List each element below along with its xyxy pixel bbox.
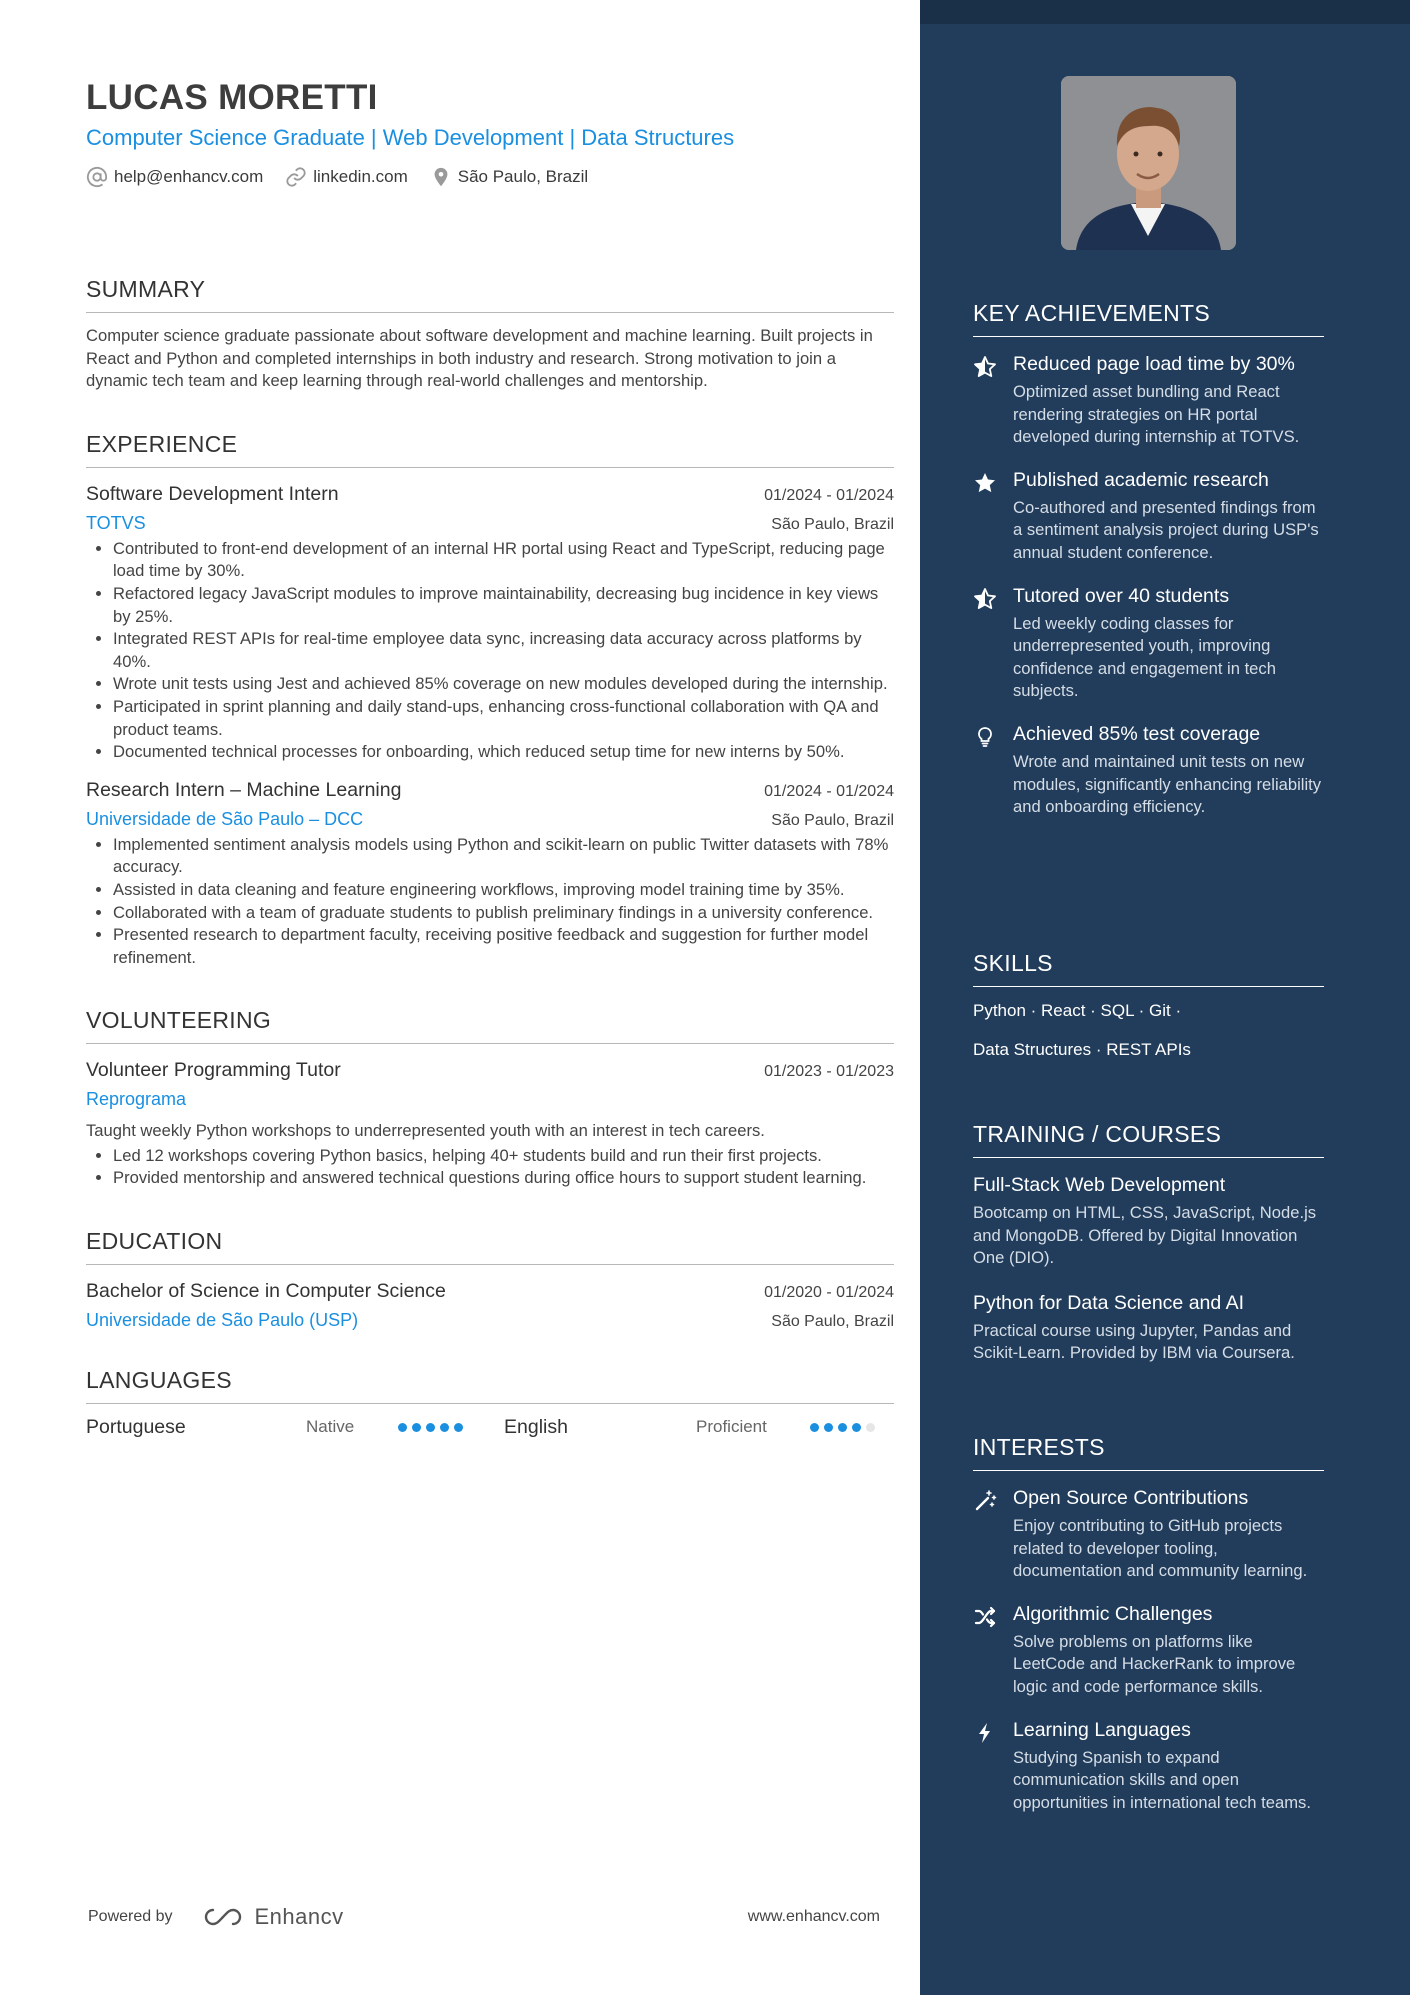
bullet-item: • Documented technical processes for onboarding, which reduced setup time for new interns by 50%. — [113, 741, 894, 764]
education-entry — [86, 1277, 894, 1333]
language-name: English — [504, 1415, 568, 1438]
experience-entry — [86, 480, 894, 764]
experience-entry — [86, 776, 894, 970]
job-location: São Paulo, Brazil — [771, 515, 894, 533]
achievement-title: Tutored over 40 students — [1013, 584, 1230, 607]
course-item — [973, 1290, 1324, 1365]
course-desc: Bootcamp on HTML, CSS, JavaScript, Node.js and MongoDB. Offered by Digital Innovation One (DIO). — [973, 1203, 1317, 1268]
experience-section — [86, 431, 894, 970]
location-text: São Paulo, Brazil — [457, 167, 589, 186]
rating-dot-filled — [852, 1423, 861, 1432]
rating-dot-filled — [810, 1423, 819, 1432]
volunteer-bullets — [113, 1145, 894, 1190]
candidate-name: LUCAS MORETTI — [86, 78, 378, 117]
course-title: Python for Data Science and AI — [973, 1291, 1245, 1314]
footer-url[interactable]: www.enhancv.com — [747, 1908, 880, 1925]
job-dates: 01/2024 - 01/2024 — [764, 486, 894, 504]
interest-item — [973, 1601, 1324, 1699]
volunteer-dates: 01/2023 - 01/2023 — [764, 1063, 894, 1081]
shuffle-icon — [973, 1605, 997, 1629]
education-heading: EDUCATION — [86, 1228, 894, 1265]
bullet-item: • Participated in sprint planning and daily stand-ups, enhancing cross-functional collaboration with QA and product teams. — [113, 696, 894, 741]
interest-item — [973, 1485, 1324, 1583]
location-pin-icon — [430, 166, 452, 188]
job-bullets — [113, 834, 894, 970]
email-text: help@enhancv.com — [114, 167, 264, 186]
contact-email[interactable] — [86, 166, 263, 188]
achievement-title: Reduced page load time by 30% — [1013, 353, 1295, 375]
languages-section — [86, 1367, 894, 1442]
courses-heading: TRAINING / COURSES — [973, 1121, 1324, 1158]
rating-dot-empty — [866, 1423, 875, 1432]
achievement-item — [973, 583, 1324, 703]
summary-section — [86, 276, 894, 393]
bullet-item: • Presented research to department faculty, receiving positive feedback and suggestion for further model refinement. — [113, 924, 894, 969]
achievement-title: Achieved 85% test coverage — [1013, 722, 1261, 745]
job-bullets — [113, 538, 894, 764]
job-title: Research Intern – Machine Learning — [86, 778, 402, 801]
interests-section — [973, 1434, 1324, 1832]
experience-heading: EXPERIENCE — [86, 431, 894, 468]
achievement-item — [973, 721, 1324, 819]
achievement-item — [973, 351, 1324, 449]
skills-list: Python · React · SQL · Git · — [973, 1001, 1182, 1020]
skills-list: Data Structures · REST APIs — [973, 1040, 1191, 1059]
rating-dot-filled — [426, 1423, 435, 1432]
bullet-item: • Collaborated with a team of graduate students to publish preliminary findings in a university conference. — [113, 902, 894, 925]
volunteering-heading: VOLUNTEERING — [86, 1007, 894, 1044]
lightning-icon — [973, 1721, 997, 1745]
interest-title: Learning Languages — [1013, 1718, 1191, 1741]
achievement-item — [973, 467, 1324, 565]
sidebar-top-bar — [920, 0, 1410, 24]
languages-heading: LANGUAGES — [86, 1367, 894, 1404]
link-icon — [285, 166, 307, 188]
education-section — [86, 1228, 894, 1333]
course-desc: Practical course using Jupyter, Pandas and Scikit-Learn. Provided by IBM via Coursera. — [973, 1320, 1295, 1363]
lightbulb-icon — [973, 725, 997, 749]
achievement-desc: Led weekly coding classes for underrepresented youth, improving confidence and engagement in tech subjects. — [1013, 613, 1276, 701]
rating-dot-filled — [440, 1423, 449, 1432]
volunteer-role: Volunteer Programming Tutor — [86, 1059, 341, 1082]
bullet-item: • Provided mentorship and answered technical questions during office hours to support student learning. — [113, 1167, 894, 1190]
achievement-desc: Co-authored and presented findings from a sentiment analysis project during USP's annual student conference. — [1013, 497, 1319, 562]
skills-section — [973, 950, 1324, 1069]
rating-dot-filled — [412, 1423, 421, 1432]
language-level: Proficient — [696, 1417, 767, 1437]
at-sign-icon — [86, 166, 108, 188]
interest-desc: Solve problems on platforms like LeetCode and HackerRank to improve logic and code performance skills. — [1013, 1631, 1296, 1696]
sidebar — [920, 0, 1410, 1995]
interest-title: Open Source Contributions — [1013, 1487, 1249, 1509]
powered-by — [88, 1904, 344, 1930]
skills-heading: SKILLS — [973, 950, 1324, 987]
language-rating — [810, 1423, 880, 1432]
language-rating — [398, 1423, 504, 1432]
language-name: Portuguese — [86, 1415, 186, 1438]
languages-row — [86, 1412, 894, 1442]
school-name[interactable]: Universidade de São Paulo (USP) — [86, 1310, 359, 1331]
achievement-title: Published academic research — [1013, 468, 1269, 491]
volunteer-description: Taught weekly Python workshops to underrepresented youth with an interest in tech careers. — [86, 1121, 765, 1141]
job-dates: 01/2024 - 01/2024 — [764, 782, 894, 800]
course-title: Full-Stack Web Development — [973, 1174, 1226, 1196]
achievement-desc: Optimized asset bundling and React rendering strategies on HR portal developed during internship at TOTVS. — [1013, 382, 1300, 447]
candidate-title: Computer Science Graduate | Web Development | Data Structures — [86, 125, 735, 150]
language-level: Native — [306, 1417, 355, 1437]
summary-heading: SUMMARY — [86, 276, 894, 313]
star-half-icon — [973, 355, 997, 379]
bullet-item: • Wrote unit tests using Jest and achieved 85% coverage on new modules developed during the internship. — [113, 673, 894, 696]
enhancv-logo[interactable] — [199, 1904, 344, 1930]
powered-by-label: Powered by — [88, 1908, 173, 1925]
achievements-section — [973, 300, 1324, 837]
star-icon — [973, 471, 997, 495]
interest-item — [973, 1717, 1324, 1815]
interests-heading: INTERESTS — [973, 1434, 1324, 1471]
interest-desc: Enjoy contributing to GitHub projects related to developer tooling, documentation and community learning. — [1013, 1516, 1308, 1581]
volunteering-entry — [86, 1056, 894, 1190]
course-item — [973, 1172, 1324, 1270]
linkedin-text: linkedin.com — [313, 167, 408, 186]
profile-photo — [1061, 76, 1236, 250]
education-dates: 01/2020 - 01/2024 — [764, 1284, 894, 1302]
contact-linkedin[interactable] — [285, 166, 408, 188]
job-title: Software Development Intern — [86, 482, 339, 505]
interest-title: Algorithmic Challenges — [1013, 1602, 1213, 1625]
company-name[interactable]: TOTVS — [86, 512, 146, 533]
rating-dot-filled — [398, 1423, 407, 1432]
profile-photo-image — [1061, 76, 1236, 250]
rating-dot-filled — [454, 1423, 463, 1432]
summary-text: Computer science graduate passionate about software development and machine learning. Built projects in React and Python and completed internships in both industry and research. Strong motivation to join a dynamic tech team and keep learning through real-world challenges and mentorship. — [86, 326, 873, 391]
volunteering-section — [86, 1007, 894, 1190]
volunteer-org[interactable]: Reprograma — [86, 1089, 187, 1110]
star-half-icon — [973, 587, 997, 611]
interest-desc: Studying Spanish to expand communication skills and open opportunities in international tech teams. — [1013, 1747, 1311, 1812]
company-name[interactable]: Universidade de São Paulo – DCC — [86, 808, 364, 829]
bullet-item: • Refactored legacy JavaScript modules to improve maintainability, decreasing bug incidence in key views by 25%. — [113, 583, 894, 628]
bullet-item: • Led 12 workshops covering Python basics, helping 40+ students build and run their first projects. — [113, 1145, 894, 1168]
job-location: São Paulo, Brazil — [771, 811, 894, 829]
contact-info — [86, 166, 894, 188]
bullet-item: • Implemented sentiment analysis models using Python and scikit-learn on public Twitter datasets with 78% accuracy. — [113, 834, 894, 879]
bullet-item: • Contributed to front-end development of an internal HR portal using React and TypeScript, reducing page load time by 30%. — [113, 538, 894, 583]
courses-section — [973, 1121, 1324, 1385]
magic-wand-icon — [973, 1489, 997, 1513]
school-location: São Paulo, Brazil — [771, 1313, 894, 1331]
bullet-item: • Assisted in data cleaning and feature engineering workflows, improving model training time by 35%. — [113, 879, 894, 902]
achievement-desc: Wrote and maintained unit tests on new modules, significantly enhancing reliability and onboarding efficiency. — [1013, 751, 1322, 817]
bullet-item: • Integrated REST APIs for real-time employee data sync, increasing data accuracy across platforms by 40%. — [113, 628, 894, 673]
rating-dot-filled — [838, 1423, 847, 1432]
enhancv-logo-icon — [199, 1905, 247, 1929]
enhancv-logo-text: Enhancv — [254, 1904, 344, 1929]
achievements-heading: KEY ACHIEVEMENTS — [973, 300, 1324, 337]
degree-title: Bachelor of Science in Computer Science — [86, 1280, 446, 1303]
contact-location — [430, 166, 588, 188]
rating-dot-filled — [824, 1423, 833, 1432]
footer — [88, 1904, 880, 1930]
